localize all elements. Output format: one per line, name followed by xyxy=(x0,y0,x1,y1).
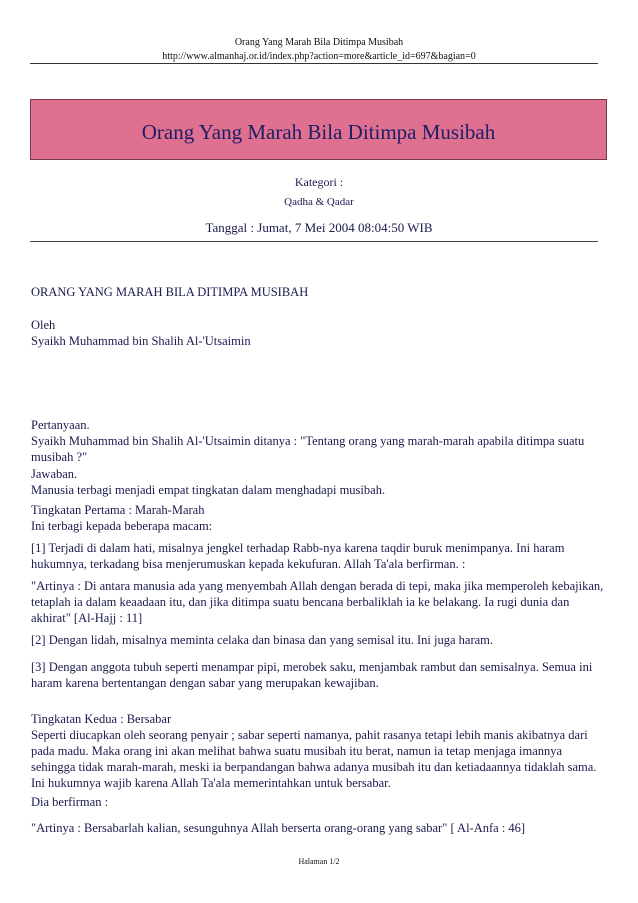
tingkat2-body: Seperti diucapkan oleh seorang penyair ; sabar seperti namanya, pahit rasanya tetapi lebih manis akibatnya dari pada madu. Maka orang ini akan melihat bahwa suatu musibah itu berat, namun ia tetap menjaga imannya sehingga tidak marah-marah, meski ia berpandangan bahwa adanya musibah itu dan ketiadaannya tidaklah sama. Ini hukumnya wajib karena Allah Ta'ala memerintahkan untuk bersabar. xyxy=(31,728,597,790)
answer-block xyxy=(31,466,605,498)
header-divider xyxy=(30,63,598,64)
firman-label: Dia berfirman : xyxy=(31,795,109,809)
tingkat1-title: Tingkatan Pertama : Marah-Marah xyxy=(31,503,205,517)
quote-1: "Artinya : Di antara manusia ada yang menyembah Allah dengan berada di tepi, maka jika memperoleh kebajikan, tetaplah ia dalam keaadaan itu, dan jika ditimpa suatu bencana berbaliklah ia ke belakang. Ia rugi dunia dan akhirat" [Al-Hajj : 11] xyxy=(31,579,604,625)
point-3: [3] Dengan anggota tubuh seperti menampar pipi, merobek saku, menjambak rambut dan semisalnya. Semua ini haram karena bertentangan dengan sabar yang merupakan kewajiban. xyxy=(31,660,593,690)
point-1: [1] Terjadi di dalam hati, misalnya jengkel terhadap Rabb-nya karena taqdir buruk menimpanya. Ini haram hukumnya, terkadang bisa menjerumuskan kepada kekufuran. Allah Ta'ala berfirman. : xyxy=(31,541,565,571)
date-line: Tanggal : Jumat, 7 Mei 2004 08:04:50 WIB xyxy=(205,220,433,235)
tingkat2-block xyxy=(31,711,605,791)
jawaban-text: Manusia terbagi menjadi empat tingkatan dalam menghadapi musibah. xyxy=(31,483,386,497)
title-banner xyxy=(30,99,607,160)
question-block xyxy=(31,417,605,465)
tingkat1-block xyxy=(31,502,605,534)
tingkat2-title: Tingkatan Kedua : Bersabar xyxy=(31,712,172,726)
oleh-label: Oleh xyxy=(31,318,56,332)
author-block xyxy=(31,317,605,349)
meta-divider xyxy=(30,241,598,242)
kategori-label: Kategori : xyxy=(294,175,344,189)
author-name: Syaikh Muhammad bin Shalih Al-'Utsaimin xyxy=(31,334,251,348)
pertanyaan-label: Pertanyaan. xyxy=(31,418,90,432)
banner-title: Orang Yang Marah Bila Ditimpa Musibah xyxy=(141,120,496,144)
header-url: http://www.almanhaj.or.id/index.php?action=more&article_id=697&bagian=0 xyxy=(162,51,476,62)
pertanyaan-text: Syaikh Muhammad bin Shalih Al-'Utsaimin ditanya : "Tentang orang yang marah-marah apabila ditimpa suatu musibah ?" xyxy=(31,434,585,464)
kategori-value: Qadha & Qadar xyxy=(284,196,354,208)
page-number: Halaman 1/2 xyxy=(298,857,340,866)
quote-2: "Artinya : Bersabarlah kalian, sesunguhnya Allah berserta orang-orang yang sabar" [ Al-Anfa : 46] xyxy=(31,821,526,835)
header-title: Orang Yang Marah Bila Ditimpa Musibah xyxy=(234,37,404,48)
article-heading: ORANG YANG MARAH BILA DITIMPA MUSIBAH xyxy=(31,285,309,299)
point-2: [2] Dengan lidah, misalnya meminta celaka dan binasa dan yang semisal itu. Ini juga haram. xyxy=(31,633,494,647)
tingkat1-sub: Ini terbagi kepada beberapa macam: xyxy=(31,519,213,533)
jawaban-label: Jawaban. xyxy=(31,467,78,481)
